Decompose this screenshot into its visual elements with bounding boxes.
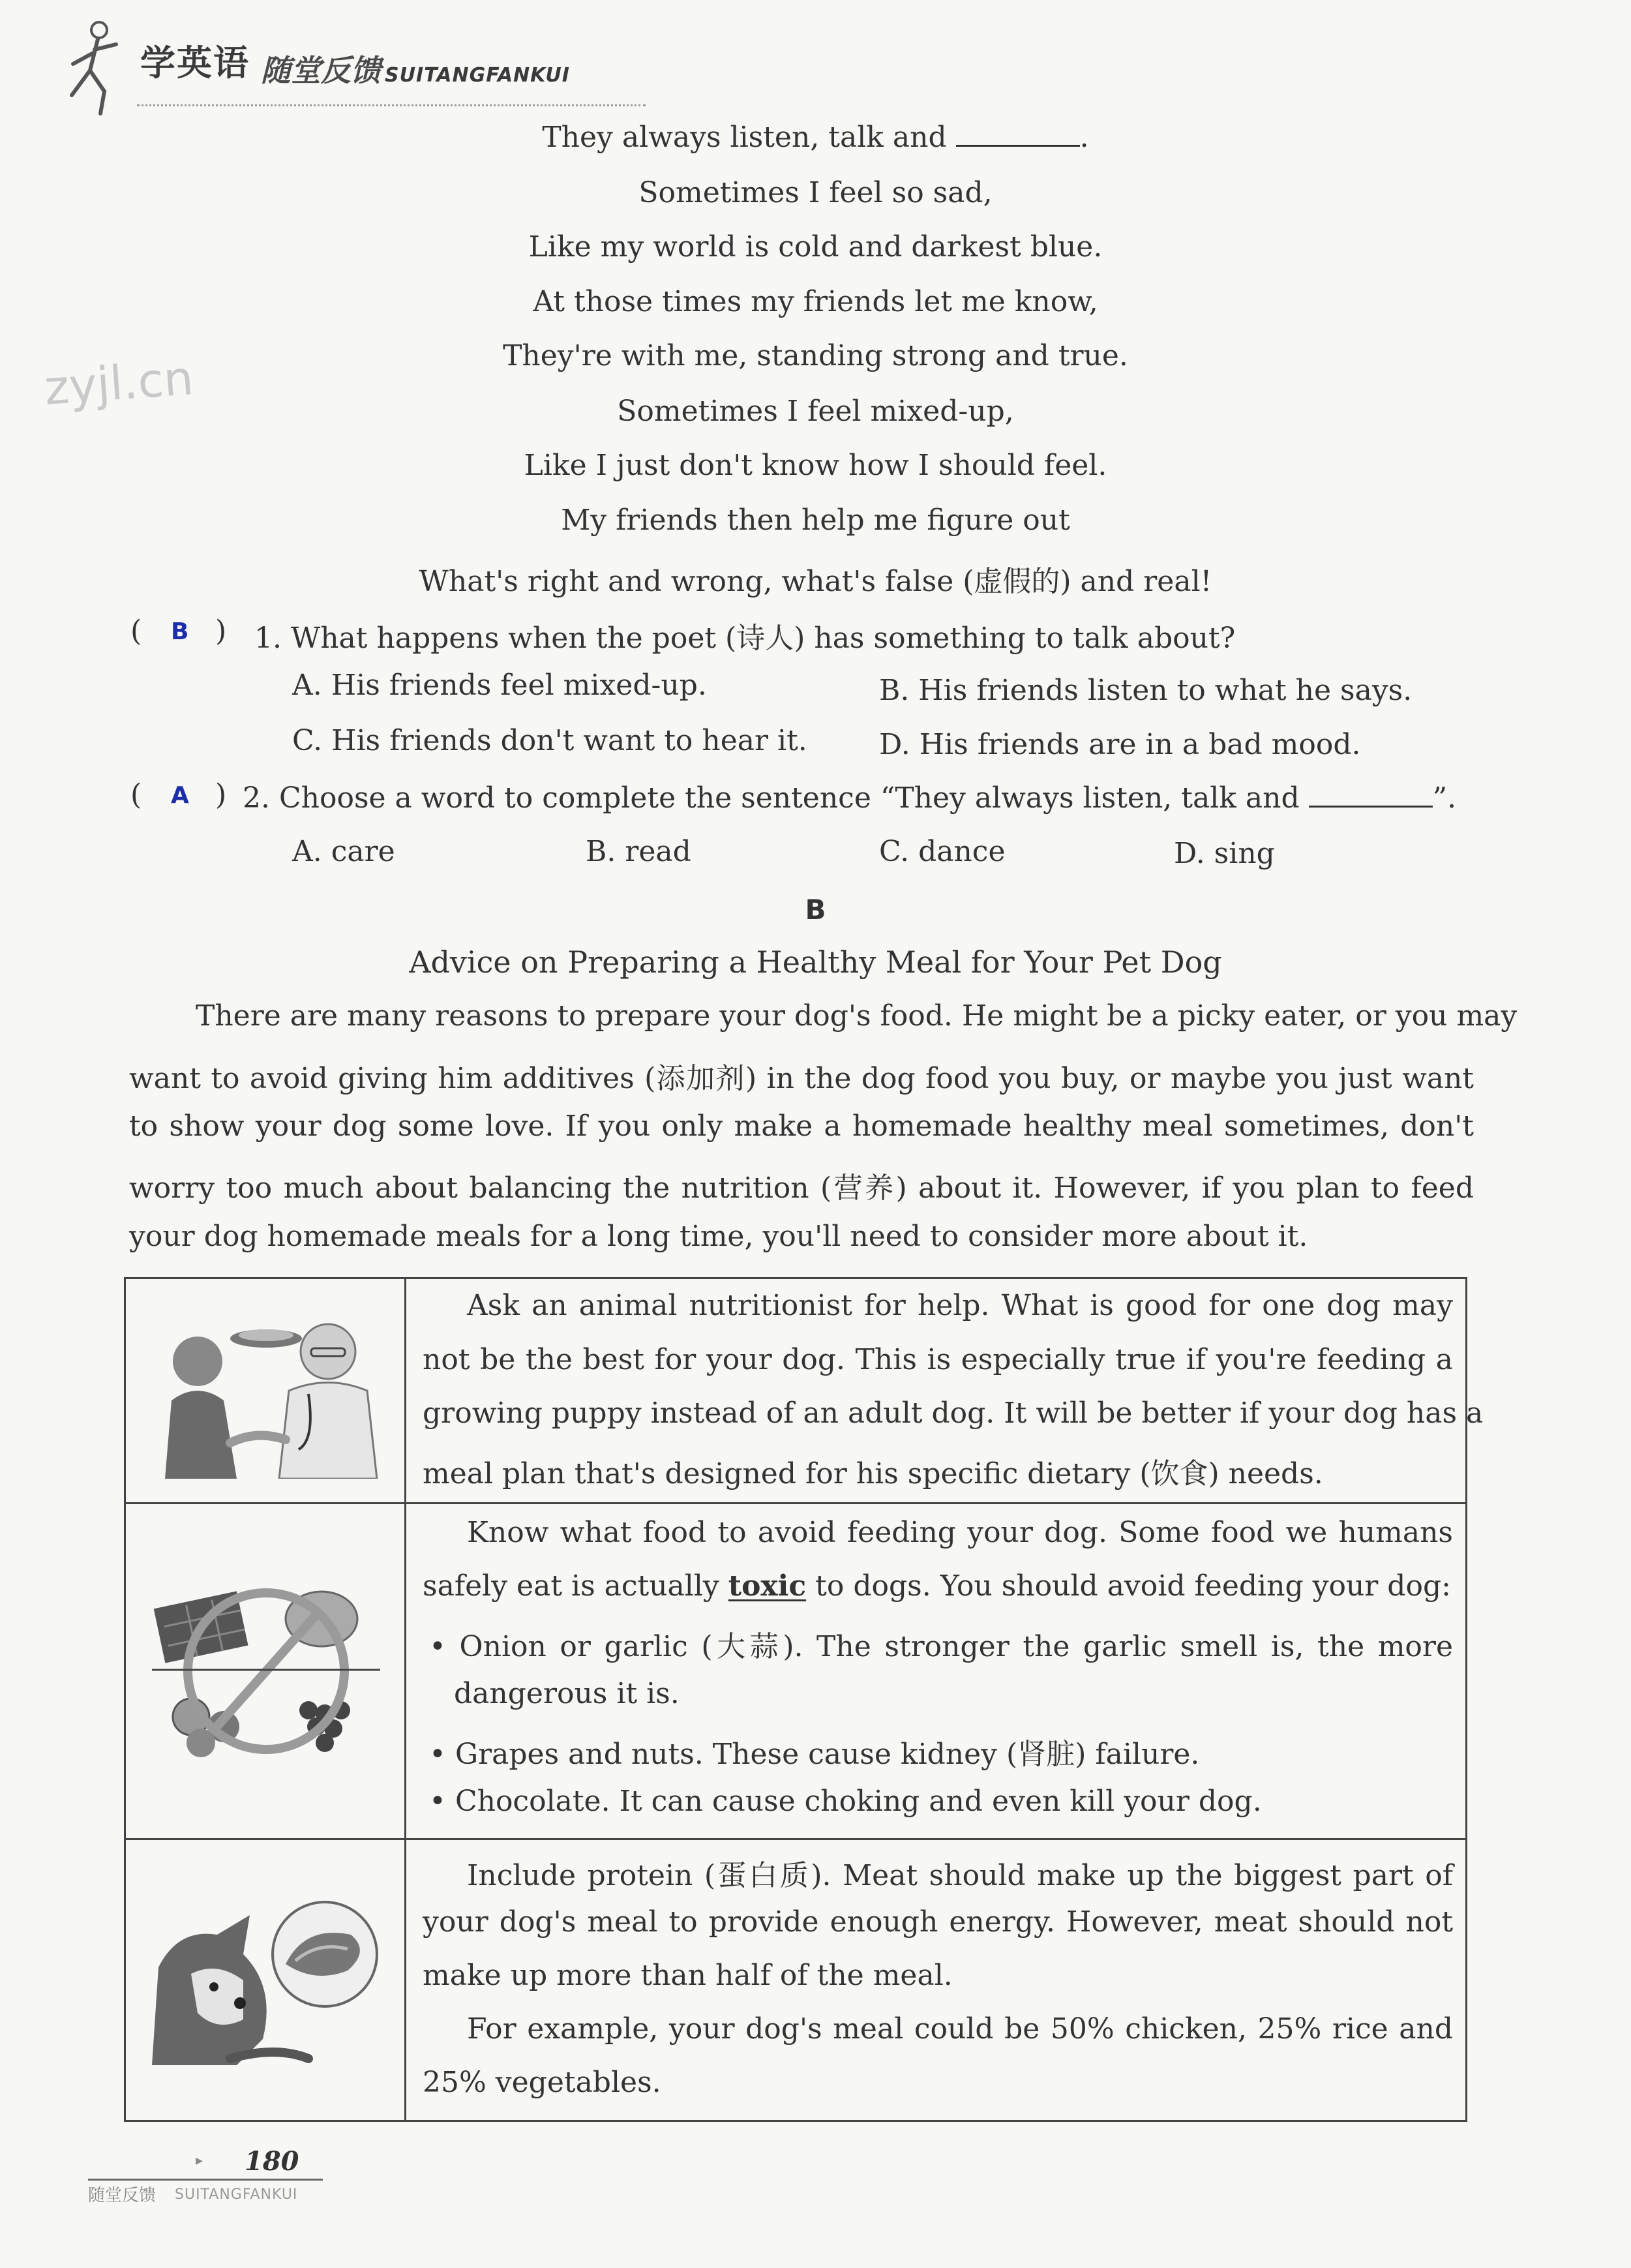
table-text-line: make up more than half of the meal. [423, 1959, 953, 1992]
header-pinyin: SUITANGFANKUI [385, 64, 570, 87]
table-text-line: growing puppy instead of an adult dog. It will be better if your dog has a [423, 1397, 1484, 1430]
poem-line: Like my world is cold and darkest blue. [528, 230, 1103, 264]
header-title: 学英语 [140, 42, 250, 83]
bullet-item: • Grapes and nuts. These cause kidney (肾脏) failure. [429, 1738, 1200, 1771]
section-letter: B [805, 894, 826, 926]
paragraph-line: worry too much about balancing the nutrition (营养) about it. However, if you plan to feed [129, 1172, 1474, 1205]
bullet-item: • Chocolate. It can cause choking and even kill your dog. [429, 1785, 1262, 1818]
answer-paren-close: ) [215, 778, 227, 811]
poem-line: They're with me, standing strong and true. [503, 339, 1128, 372]
poem-line: Like I just don't know how I should feel. [524, 449, 1107, 482]
poem-line: My friends then help me figure out [561, 504, 1070, 537]
answer-paren-close: ) [215, 614, 227, 648]
table-text-line: Know what food to avoid feeding your dog. Some food we humans [467, 1516, 1453, 1549]
toxic-food-illustration [126, 1504, 406, 1838]
paragraph-line: want to avoid giving him additives (添加剂) in the dog food you buy, or maybe you just want [129, 1062, 1474, 1095]
question-option: D. sing [1174, 837, 1275, 870]
poem-line: Sometimes I feel so sad, [638, 176, 993, 209]
watermark: zyjl.cn [42, 350, 196, 416]
question-option: D. His friends are in a bad mood. [879, 728, 1361, 761]
dog-with-meat-icon [152, 1889, 380, 2072]
question-option: A. care [292, 835, 395, 868]
page-number: 180 [245, 2146, 299, 2177]
table-text-line: safely eat is actually toxic to dogs. You should avoid feeding your dog: [423, 1569, 1451, 1603]
header-divider [137, 104, 646, 106]
header-subtitle: 随堂反馈 [261, 53, 381, 88]
poem-line: What's right and wrong, what's false (虚假的) and real! [419, 565, 1212, 598]
article-title: Advice on Preparing a Healthy Meal for Your Pet Dog [409, 945, 1222, 980]
vet-illustration [126, 1279, 406, 1502]
answer-blank [956, 121, 1080, 147]
bullet-item: • Onion or garlic (大蒜). The stronger the garlic smell is, the more [429, 1630, 1453, 1663]
table-row [126, 1504, 1465, 1840]
poem-line: At those times my friends let me know, [533, 285, 1098, 318]
table-text-line: not be the best for your dog. This is especially true if you're feeding a [423, 1343, 1453, 1376]
paragraph-line: your dog homemade meals for a long time, you'll need to consider more about it. [129, 1220, 1308, 1253]
underlined-word: toxic [728, 1569, 807, 1603]
answer-paren-open: ( [130, 778, 142, 811]
vet-consultation-icon [152, 1303, 380, 1479]
table-text-line: Ask an animal nutritionist for help. What is good for one dog may [467, 1289, 1453, 1322]
question-option: C. dance [879, 835, 1006, 868]
poem-line: Sometimes I feel mixed-up, [617, 395, 1014, 428]
poem-line-text: They always listen, talk and [542, 121, 947, 154]
no-food-icon [152, 1573, 380, 1769]
running-figure-icon [59, 18, 130, 116]
table-text-line: For example, your dog's meal could be 50% chicken, 25% rice and [467, 2012, 1453, 2046]
answer-mark: A [171, 782, 189, 809]
question-option: B. read [586, 835, 691, 868]
footer-divider [88, 2179, 323, 2181]
answer-mark: B [171, 618, 189, 645]
question-option: B. His friends listen to what he says. [879, 674, 1413, 707]
advice-table [124, 1277, 1484, 2122]
table-text-line: Include protein (蛋白质). Meat should make up the biggest part of [467, 1859, 1453, 1892]
header [59, 13, 711, 111]
poem-line: They always listen, talk and . [542, 121, 1089, 154]
paragraph-line: to show your dog some love. If you only make a homemade healthy meal sometimes, don't [129, 1110, 1474, 1143]
footer-pinyin: SUITANGFANKUI [175, 2186, 298, 2203]
table-row [126, 1279, 1484, 1504]
question-option: C. His friends don't want to hear it. [292, 724, 807, 757]
table-text-line: meal plan that's designed for his specific dietary (饮食) needs. [423, 1457, 1323, 1490]
table-text-line: 25% vegetables. [423, 2066, 661, 2099]
table-row [126, 1840, 1465, 2120]
question-stem: 1. What happens when the poet (诗人) has something to talk about? [254, 622, 1236, 655]
question-option: A. His friends feel mixed-up. [292, 669, 707, 702]
answer-paren-open: ( [130, 614, 142, 648]
table-text-line: your dog's meal to provide enough energy. However, meat should not [423, 1905, 1453, 1939]
page-arrow-icon: ▸ [196, 2153, 203, 2169]
footer-label: 随堂反馈 [88, 2186, 157, 2205]
dog-meat-illustration [126, 1840, 406, 2120]
question-stem: 2. Choose a word to complete the sentence “They always listen, talk and ”. [243, 781, 1457, 815]
bullet-item-continuation: dangerous it is. [454, 1677, 680, 1710]
answer-blank [1309, 782, 1433, 808]
paragraph-line: There are many reasons to prepare your dog's food. He might be a picky eater, or you may [196, 999, 1518, 1033]
